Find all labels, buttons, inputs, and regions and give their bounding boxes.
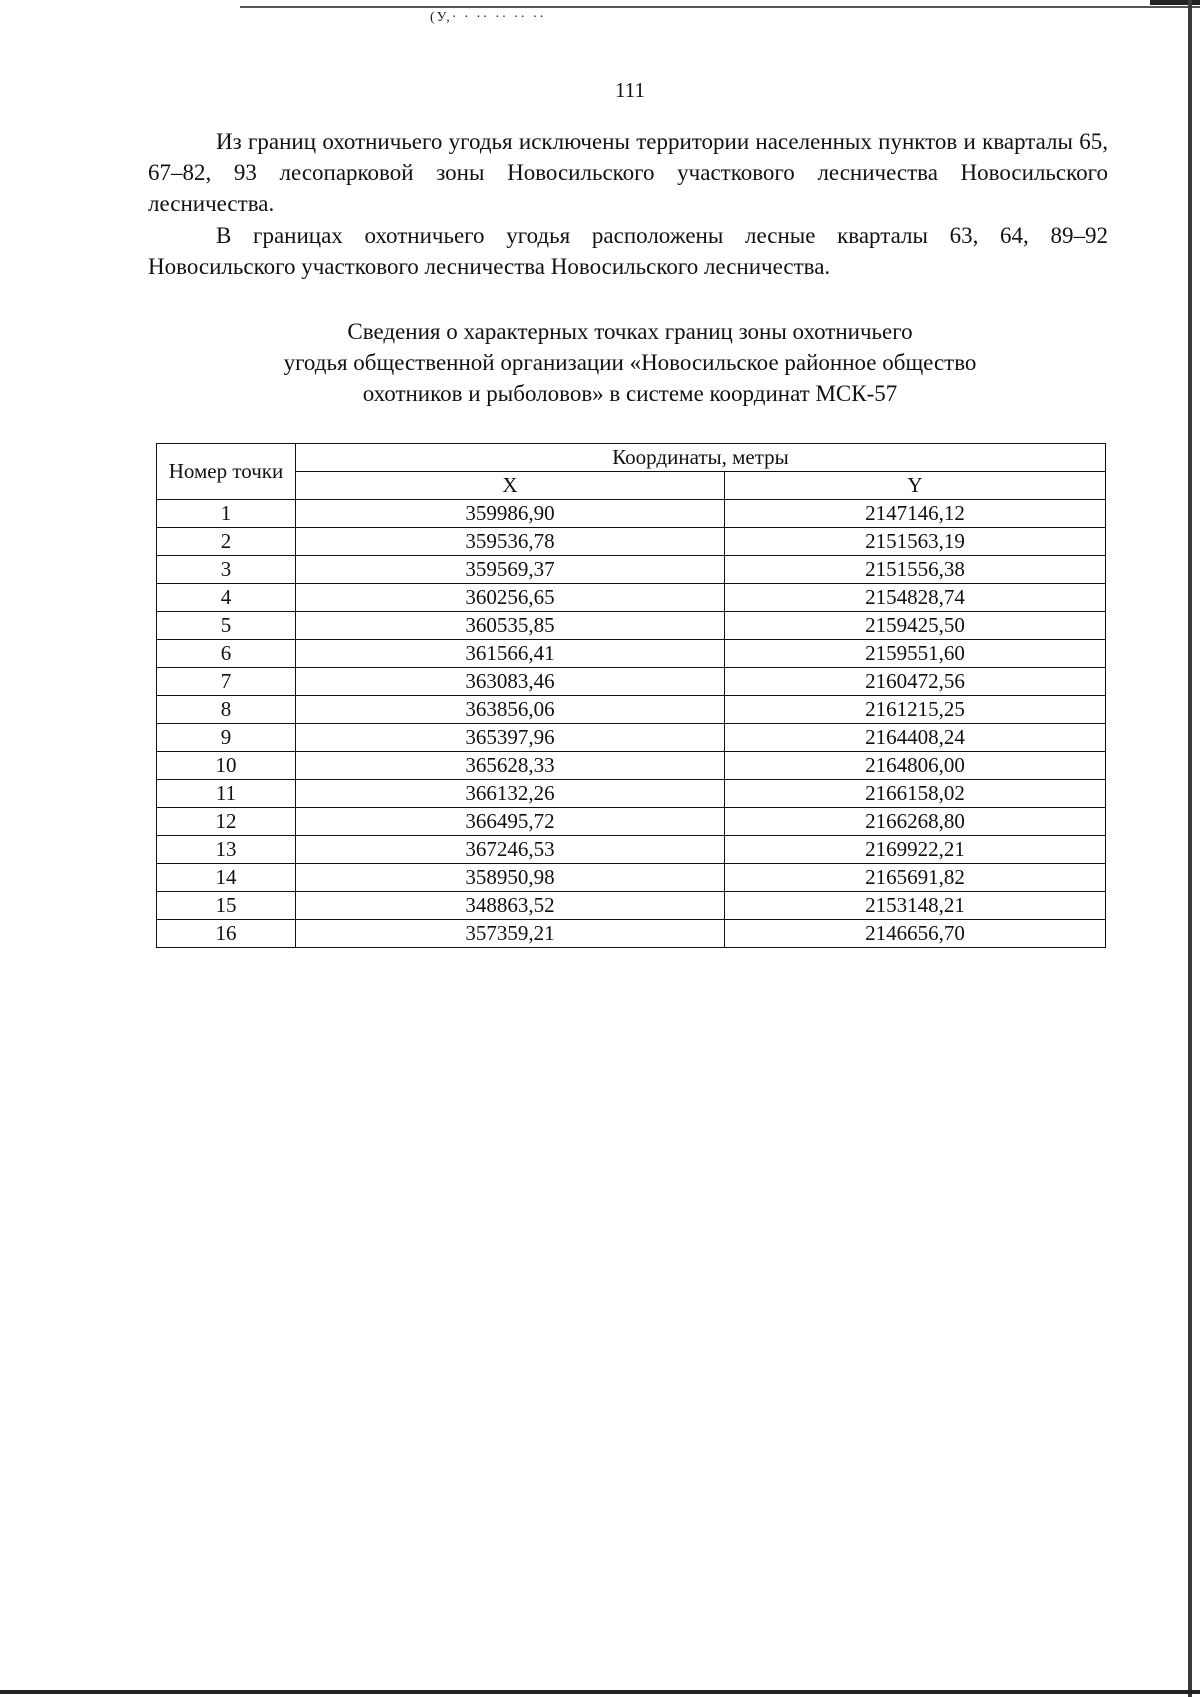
table-row: [157, 752, 1106, 780]
x-coordinate-cell: 363083,46: [296, 668, 725, 696]
point-number-cell: 15: [157, 892, 296, 920]
y-coordinate-cell: 2166158,02: [725, 780, 1106, 808]
paragraph-text: Из границ охотничьего угодья исключены территории населенных пунктов и кварталы 65, 67–82, 93 лесопарковой зоны Новосильского участкового лесничества Новосильского лесничества.: [148, 129, 1108, 216]
y-coordinate-cell: 2151563,19: [725, 528, 1106, 556]
scan-top-corner-mark: [1150, 0, 1200, 5]
header-x: X: [296, 472, 725, 500]
x-coordinate-cell: 358950,98: [296, 864, 725, 892]
scan-header-artifact: (У,· · ·· ·· ·· ··: [430, 10, 546, 25]
table-row: [157, 556, 1106, 584]
table-body: [157, 500, 1106, 948]
point-number-cell: 11: [157, 780, 296, 808]
table-title-line: Сведения о характерных точках границ зоны охотничьего: [347, 319, 913, 344]
y-coordinate-cell: 2169922,21: [725, 836, 1106, 864]
table-row: [157, 612, 1106, 640]
table-row: [157, 836, 1106, 864]
point-number-cell: 13: [157, 836, 296, 864]
table-row: [157, 920, 1106, 948]
scan-bottom-edge-line: [0, 1690, 1200, 1694]
x-coordinate-cell: 359986,90: [296, 500, 725, 528]
x-coordinate-cell: 366495,72: [296, 808, 725, 836]
table-row: [157, 500, 1106, 528]
point-number-cell: 10: [157, 752, 296, 780]
point-number-cell: 8: [157, 696, 296, 724]
y-coordinate-cell: 2160472,56: [725, 668, 1106, 696]
header-y: Y: [725, 472, 1106, 500]
x-coordinate-cell: 359536,78: [296, 528, 725, 556]
table-row: [157, 584, 1106, 612]
table-row: [157, 780, 1106, 808]
point-number-cell: 6: [157, 640, 296, 668]
table-row: [157, 696, 1106, 724]
y-coordinate-cell: 2159551,60: [725, 640, 1106, 668]
table-row: [157, 892, 1106, 920]
point-number-cell: 5: [157, 612, 296, 640]
point-number-cell: 4: [157, 584, 296, 612]
paragraph-forest-quarters: [148, 220, 1108, 282]
point-number-cell: 1: [157, 500, 296, 528]
y-coordinate-cell: 2151556,38: [725, 556, 1106, 584]
table-header-row: [157, 444, 1106, 472]
y-coordinate-cell: 2147146,12: [725, 500, 1106, 528]
point-number-cell: 12: [157, 808, 296, 836]
x-coordinate-cell: 348863,52: [296, 892, 725, 920]
y-coordinate-cell: 2166268,80: [725, 808, 1106, 836]
y-coordinate-cell: 2165691,82: [725, 864, 1106, 892]
table-title-line: охотников и рыболовов» в системе координат МСК-57: [362, 381, 898, 406]
x-coordinate-cell: 365397,96: [296, 724, 725, 752]
point-number-cell: 14: [157, 864, 296, 892]
x-coordinate-cell: 360535,85: [296, 612, 725, 640]
coordinates-table: [156, 443, 1106, 948]
table-title-line: угодья общественной организации «Новосильское районное общество: [283, 350, 977, 375]
y-coordinate-cell: 2159425,50: [725, 612, 1106, 640]
table-row: [157, 864, 1106, 892]
point-number-cell: 3: [157, 556, 296, 584]
x-coordinate-cell: 363856,06: [296, 696, 725, 724]
page-number: 111: [615, 78, 645, 102]
table-row: [157, 724, 1106, 752]
table-row: [157, 808, 1106, 836]
x-coordinate-cell: 359569,37: [296, 556, 725, 584]
x-coordinate-cell: 366132,26: [296, 780, 725, 808]
table-row: [157, 668, 1106, 696]
header-point-number: Номер точки: [157, 444, 296, 500]
point-number-cell: 16: [157, 920, 296, 948]
x-coordinate-cell: 357359,21: [296, 920, 725, 948]
table-title: [150, 316, 1110, 409]
scan-top-edge-line: [240, 6, 1200, 8]
y-coordinate-cell: 2153148,21: [725, 892, 1106, 920]
table-row: [157, 528, 1106, 556]
x-coordinate-cell: 367246,53: [296, 836, 725, 864]
x-coordinate-cell: 361566,41: [296, 640, 725, 668]
y-coordinate-cell: 2154828,74: [725, 584, 1106, 612]
table-row: [157, 640, 1106, 668]
y-coordinate-cell: 2164408,24: [725, 724, 1106, 752]
y-coordinate-cell: 2146656,70: [725, 920, 1106, 948]
header-coordinates: Координаты, метры: [296, 444, 1106, 472]
table-header-row: [157, 472, 1106, 500]
y-coordinate-cell: 2164806,00: [725, 752, 1106, 780]
paragraph-text: В границах охотничьего угодья расположены лесные кварталы 63, 64, 89–92 Новосильского участкового лесничества Новосильского лесничества.: [148, 223, 1108, 279]
point-number-cell: 9: [157, 724, 296, 752]
point-number-cell: 7: [157, 668, 296, 696]
y-coordinate-cell: 2161215,25: [725, 696, 1106, 724]
paragraph-exclusions: [148, 126, 1108, 219]
x-coordinate-cell: 360256,65: [296, 584, 725, 612]
x-coordinate-cell: 365628,33: [296, 752, 725, 780]
point-number-cell: 2: [157, 528, 296, 556]
scan-right-edge-line: [1188, 0, 1192, 1697]
